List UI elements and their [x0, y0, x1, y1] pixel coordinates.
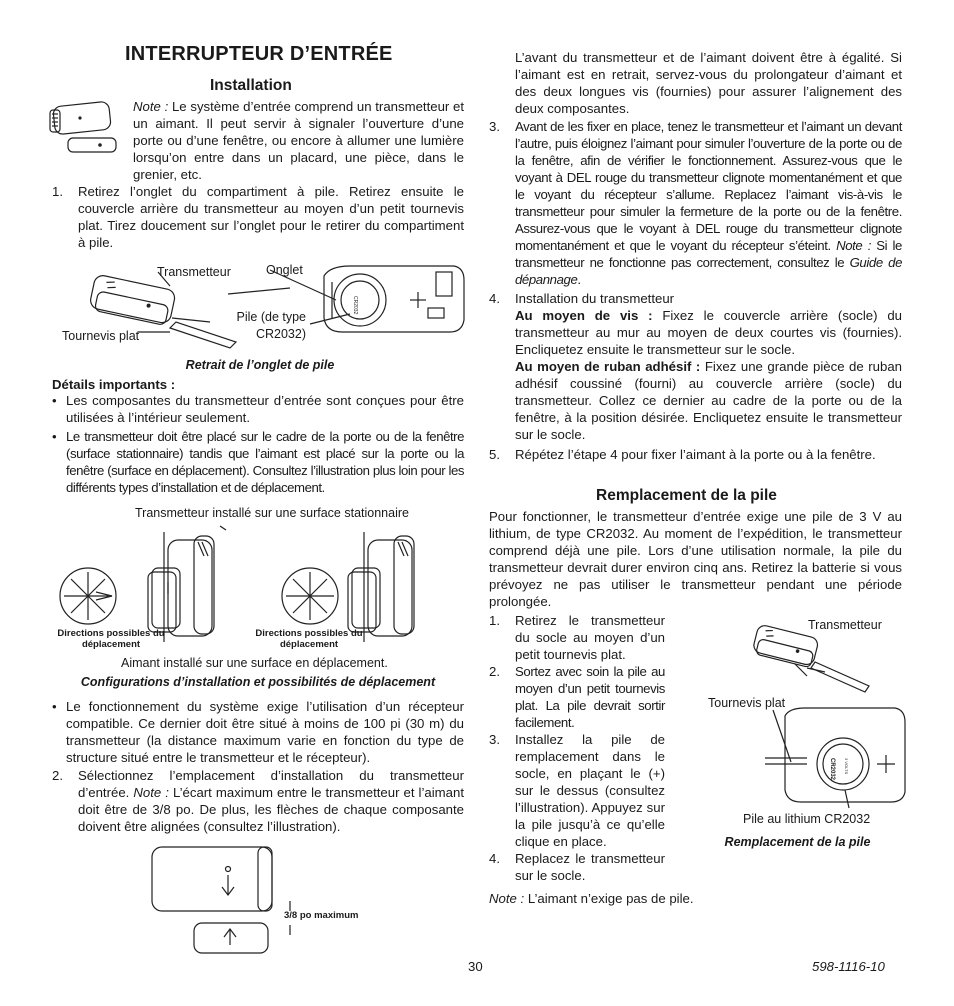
bullet-text: Le transmetteur doit être placé sur le cadre de la porte ou de la fenêtre (surface stationnaire) tandis que l’aimant est placé sur la porte ou la fenêtre (surface en déplacement). Consultez l’illustration plus loin pour les différents types d’installation et de déplacement.: [66, 429, 464, 495]
fig2-label-bottom: Aimant installé sur une surface en déplacement.: [121, 656, 388, 670]
gap-alignment-diagram: [150, 845, 300, 955]
battery-step-3: 3. Installez la pile de remplacement dans le socle, en plaçant le (+) sur le dessus (consultez l’illustration). Appuyez sur la pile jusqu’à ce qu’elle clique en place.: [489, 732, 665, 849]
page-number: 30: [468, 959, 483, 974]
battery-note: Note : L’aimant n’exige pas de pile.: [489, 891, 694, 906]
fig2-label-dir2: Directions possibles du déplacement: [255, 628, 363, 650]
transmitter-thumbnail-icon: [48, 100, 126, 156]
step-number: 2.: [52, 768, 63, 783]
cell-label: CR2032: [829, 758, 835, 781]
step-text: Avant de les fixer en place, tenez le transmetteur et l’aimant un devant l’autre, puis éloignez l’aimant pour simuler l’ouverture de la porte ou de la fenêtre, afin de vérifier le fonctionnement. Assurez-vous que le voyant à DEL rouge du transmetteur clignote momentanément et que le voyant du récepteur s’allume. Replacez l’aimant vis-à-vis le transmetteur pour simuler la fermeture de la porte ou de la fenêtre. Assurez-vous que le voyant à DEL rouge du transmetteur clignote momentanément et que le voyant du récepteur s’éteint.: [515, 119, 902, 253]
guide-reference: Guide de dépannage: [515, 255, 903, 287]
step-title: Installation du transmetteur: [515, 291, 675, 306]
bullet-1: • Les composantes du transmetteur d’entrée sont conçues pour être utilisées à l’intérieur seulement.: [52, 393, 464, 425]
fig2-label-top: Transmetteur installé sur une surface stationnaire: [135, 506, 409, 520]
installation-note: [133, 98, 464, 183]
bullet-2: • Le transmetteur doit être placé sur le cadre de la porte ou de la fenêtre (surface stationnaire) tandis que l’aimant est placé sur la porte ou la fenêtre (surface en déplacement). Consultez l’illustration plus loin pour les différents types d’installation et de déplacement.: [52, 429, 464, 495]
document-code: 598-1116-10: [812, 959, 885, 974]
battery-heading: Remplacement de la pile: [596, 487, 777, 504]
page-title: INTERRUPTEUR D’ENTRÉE: [125, 43, 393, 65]
fig1-caption: Retrait de l’onglet de pile: [185, 358, 335, 372]
fig4-label-tournevis: Tournevis plat: [708, 696, 786, 710]
note-label: Note :: [133, 99, 169, 114]
step-text-cont: Si le transmetteur ne fonctionne pas correctement, consultez le: [515, 238, 902, 270]
battery-step-4: 4. Replacez le transmetteur sur le socle.: [489, 851, 665, 883]
fig2-label-dir1: Directions possibles du déplacement: [57, 628, 165, 650]
fig1-label-pile: Pile (de type CR2032): [236, 310, 306, 341]
battery-steps: [489, 612, 665, 884]
svg-text:CR2032: CR2032: [352, 296, 358, 315]
step-5: [489, 446, 902, 463]
installation-heading: Installation: [210, 77, 292, 94]
step-number: 4.: [489, 291, 500, 306]
method-tape-text: Fixez une grande pièce de ruban adhésif coussiné (fourni) au couvercle arrière (socle) du transmetteur. Collez ce dernier au cadre de la porte ou de la fenêtre, à la position désirée. Encliquetez ensuite le transmetteur sur le socle.: [515, 359, 902, 442]
fig2-caption: Configurations d’installation et possibilités de déplacement: [80, 675, 436, 689]
battery-step-1: 1. Retirez le transmetteur du socle au moyen d’un petit tournevis plat.: [489, 613, 665, 662]
fig1-label-tournevis: Tournevis plat: [62, 329, 140, 343]
fig1-label-onglet: Onglet: [266, 263, 303, 277]
step-number: 5.: [489, 447, 500, 462]
battery-intro: Pour fonctionner, le transmetteur d’entrée exige une pile de 3 V au lithium, de type CR2032. Au moment de l’expédition, le transmetteur comprend déjà une pile. Lors d’une utilisation normale, la pile du transmetteur devrait durer environ cinq ans. Retirez la batterie si vous prévoyez ne pas utiliser le transmetteur pendant une période prolongée.: [489, 509, 902, 609]
step-number: 1.: [52, 184, 63, 199]
bullet-text: Le fonctionnement du système exige l’utilisation d’un récepteur compatible. Ce dernier doit être situé à moins de 100 pi (30 m) du transmetteur (la distance maximum varie en fonction du type de structure situé entre le transmetteur et le récepteur).: [66, 699, 464, 765]
method-screws-text: Fixez le couvercle arrière (socle) du transmetteur au mur au moyen de deux courtes vis (fournies). Encliquetez ensuite le transmetteur sur le socle.: [515, 308, 902, 357]
method-tape-label: Au moyen de ruban adhésif :: [515, 359, 701, 374]
step-2: [52, 767, 464, 835]
battery-step-2: 2. Sortez avec soin la pile au moyen d’un petit tournevis plat. La pile devrait sortir facilement.: [489, 664, 665, 730]
step-4: [489, 290, 902, 443]
step-3: 3. Avant de les fixer en place, tenez le transmetteur et l’aimant un devant l’autre, puis éloignez l’aimant pour simuler l’ouverture de la porte ou de la fenêtre, afin de vérifier le fonctionnement. Assurez-vous que le voyant à DEL rouge du transmetteur clignote momentanément et que le voyant du récepteur s’allume. Replacez l’aimant vis-à-vis le transmetteur pour simuler la fermeture de la porte ou de la fenêtre. Assurez-vous que le voyant à DEL rouge du transmetteur clignote momentanément et que le voyant du récepteur s’éteint. Note : Si le transmetteur ne fonctionne pas correctement, consultez le Guide de dépannage.: [489, 119, 903, 287]
note-text: Le système d’entrée comprend un transmetteur et un aimant. Il peut servir à signaler l’ouverture d’une porte ou d’une fenêtre, ou encore à allumer une lumière lorsqu’on entre dans un placard, une pièce, dans le grenier, etc.: [133, 99, 465, 182]
battery-replacement-diagram: [745, 612, 905, 812]
step-text: Sélectionnez l’emplacement d’installation du transmetteur d’entrée.: [78, 768, 464, 800]
step-text-cont: L’écart maximum entre le transmetteur et l’aimant doit être de 3/8 po. De plus, les flèches de chaque composante doivent être alignées (consultez l’illustration).: [78, 785, 464, 834]
bullet-text: Les composantes du transmetteur d’entrée sont conçues pour être utilisées à l’intérieur seulement.: [66, 393, 464, 425]
fig4-label-transmetteur: Transmetteur: [808, 618, 882, 632]
details-heading: Détails importants :: [52, 377, 176, 392]
bullet-3: • Le fonctionnement du système exige l’utilisation d’un récepteur compatible. Ce dernier doit être situé à moins de 100 pi (30 m) du transmetteur (la distance maximum varie en fonction du type de structure situé entre le transmetteur et le récepteur).: [52, 699, 464, 765]
fig4-label-pile: Pile au lithium CR2032: [743, 812, 871, 826]
note-label: Note :: [836, 238, 871, 253]
fig3-label: 3/8 po maximum: [284, 910, 359, 921]
step-number: 3.: [489, 119, 500, 134]
step-1: [52, 183, 464, 251]
method-screws-label: Au moyen de vis :: [515, 308, 653, 323]
step-2-continued: L’avant du transmetteur et de l’aimant doivent être à égalité. Si l’aimant est en retrait, servez-vous du prolongateur d’aimant et des deux longues vis (fournies) pour assurer l’alignement des deux composantes.: [515, 50, 902, 116]
note-label: Note :: [133, 785, 169, 800]
step-text: Retirez l’onglet du compartiment à pile. Retirez ensuite le couvercle arrière du transmetteur au moyen d’un petit tournevis plat. Tirez doucement sur l’onglet pour le retirer du compartiment à pile.: [78, 184, 464, 250]
fig4-caption: Remplacement de la pile: [724, 835, 871, 849]
fig1-label-transmetteur: Transmetteur: [157, 265, 231, 279]
battery-tab-diagram: [60, 258, 470, 358]
cell-volt-label: 3 VOLTS: [844, 758, 849, 775]
step-text: Répétez l’étape 4 pour fixer l’aimant à la porte ou à la fenêtre.: [515, 447, 876, 462]
